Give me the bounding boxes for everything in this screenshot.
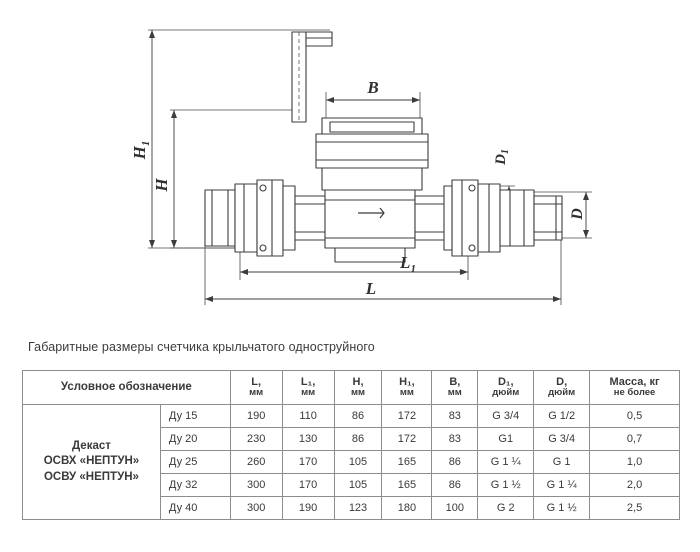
cell-H1: 172 (382, 405, 432, 428)
cell-D1: G1 (478, 428, 534, 451)
cell-L1: 110 (282, 405, 334, 428)
cell-D: G 3/4 (534, 428, 590, 451)
cell-mass: 0,7 (590, 428, 680, 451)
cell-H: 86 (334, 428, 382, 451)
cell-L: 190 (230, 405, 282, 428)
dimension-label-h1: $H_1$ (130, 140, 152, 160)
dimensions-table-wrapper (22, 370, 680, 520)
cell-dn: Ду 40 (160, 497, 230, 520)
cell-B: 86 (432, 474, 478, 497)
header-H: H, мм (334, 371, 382, 405)
dimension-label-d: D (569, 208, 586, 220)
dimension-label-l: L (365, 279, 377, 298)
cell-D1: G 3/4 (478, 405, 534, 428)
cell-L: 300 (230, 497, 282, 520)
cell-H: 105 (334, 474, 382, 497)
header-L1: L₁, мм (282, 371, 334, 405)
dimension-label-d1: $D_1$ (493, 149, 511, 165)
cell-H: 123 (334, 497, 382, 520)
cell-H1: 180 (382, 497, 432, 520)
cell-B: 83 (432, 405, 478, 428)
cell-L1: 130 (282, 428, 334, 451)
cell-D1: G 1 ½ (478, 474, 534, 497)
cell-mass: 1,0 (590, 451, 680, 474)
dimension-label-l1: $L_1$ (400, 253, 416, 275)
header-mass: Масса, кг не более (590, 371, 680, 405)
header-designation: Условное обозначение (23, 371, 231, 405)
table-row (23, 405, 680, 428)
cell-H1: 165 (382, 474, 432, 497)
cell-H1: 165 (382, 451, 432, 474)
cell-L: 230 (230, 428, 282, 451)
cell-D1: G 1 ¼ (478, 451, 534, 474)
designation-line-2: ОСВХ «НЕПТУН» (43, 455, 140, 468)
cell-dn: Ду 25 (160, 451, 230, 474)
header-B: B, мм (432, 371, 478, 405)
header-D1: D₁, дюйм (478, 371, 534, 405)
header-D: D, дюйм (534, 371, 590, 405)
product-designation-cell (23, 405, 161, 520)
cell-mass: 2,5 (590, 497, 680, 520)
cell-D: G 1 (534, 451, 590, 474)
cell-H: 86 (334, 405, 382, 428)
dimension-label-b: B (367, 78, 379, 97)
cell-H1: 172 (382, 428, 432, 451)
table-header-row (23, 371, 680, 405)
cell-mass: 2,0 (590, 474, 680, 497)
table-body (23, 405, 680, 520)
cell-mass: 0,5 (590, 405, 680, 428)
cell-D1: G 2 (478, 497, 534, 520)
cell-L1: 170 (282, 451, 334, 474)
drawing-caption: Габаритные размеры счетчика крыльчатого одноструйного (28, 340, 375, 354)
cell-L1: 190 (282, 497, 334, 520)
cell-L1: 170 (282, 474, 334, 497)
cell-L: 260 (230, 451, 282, 474)
cell-B: 86 (432, 451, 478, 474)
header-H1: H₁, мм (382, 371, 432, 405)
cell-D: G 1/2 (534, 405, 590, 428)
cell-B: 83 (432, 428, 478, 451)
designation-line-3: ОСВУ «НЕПТУН» (43, 470, 139, 483)
dimensions-table (22, 370, 680, 520)
cell-dn: Ду 15 (160, 405, 230, 428)
cell-D: G 1 ¼ (534, 474, 590, 497)
cell-H: 105 (334, 451, 382, 474)
cell-dn: Ду 20 (160, 428, 230, 451)
dimension-label-h: H (152, 178, 171, 192)
cell-dn: Ду 32 (160, 474, 230, 497)
header-L: L, мм (230, 371, 282, 405)
cell-D: G 1 ½ (534, 497, 590, 520)
cell-L: 300 (230, 474, 282, 497)
cell-B: 100 (432, 497, 478, 520)
designation-line-1: Декаст (71, 439, 111, 452)
